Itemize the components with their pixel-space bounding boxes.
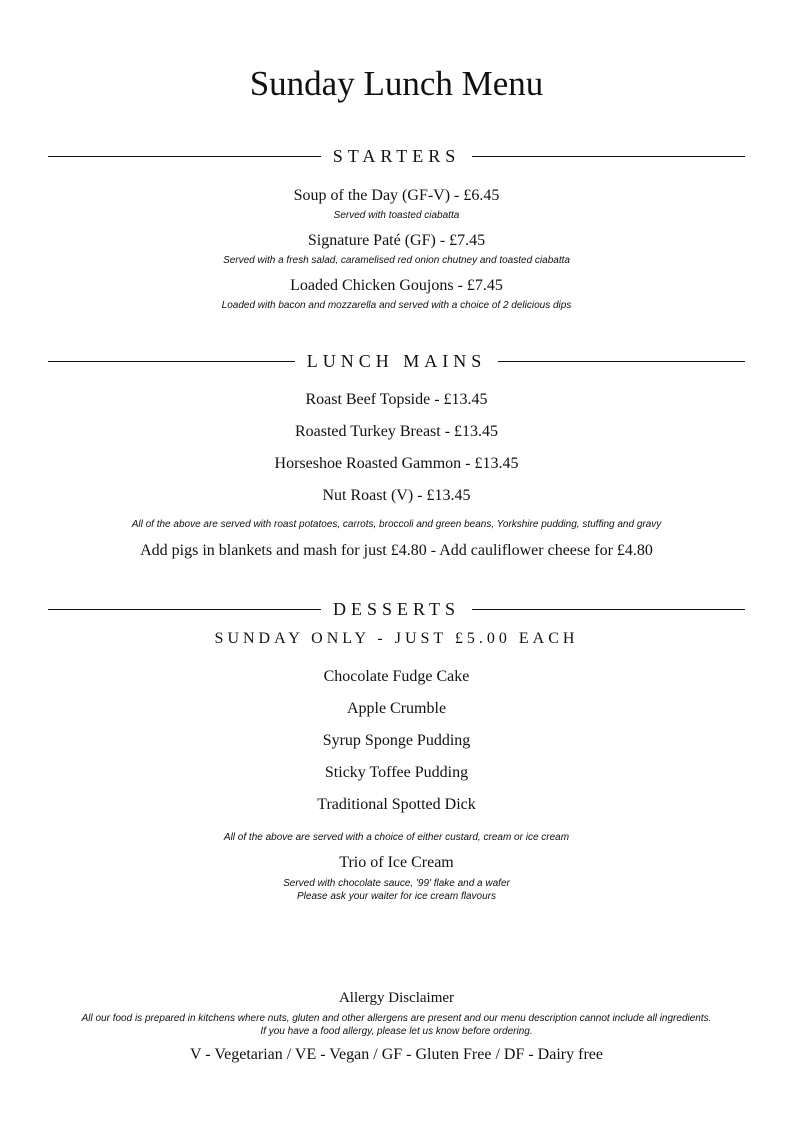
menu-item-name: Signature Paté (GF) - £7.45 <box>307 232 486 249</box>
menu-item-name: Apple Crumble <box>346 700 447 717</box>
divider-left <box>48 156 321 157</box>
divider-right <box>472 156 745 157</box>
section-title: DESSERTS <box>333 599 460 619</box>
allergy-heading: Allergy Disclaimer <box>338 990 455 1006</box>
section-header-starters <box>48 145 745 167</box>
allergy-text-line1: All our food is prepared in kitchens where nuts, gluten and other allergens are present and our menu description cannot include all ingredients. <box>81 1013 712 1024</box>
menu-item-description: Served with toasted ciabatta <box>333 210 460 221</box>
menu-item-name: Roasted Turkey Breast - £13.45 <box>294 423 499 440</box>
menu-item-name: Syrup Sponge Pudding <box>322 732 471 749</box>
divider-left <box>48 361 295 362</box>
menu-item-name: Sticky Toffee Pudding <box>324 764 469 781</box>
menu-item-description: Loaded with bacon and mozzarella and served with a choice of 2 delicious dips <box>221 300 572 311</box>
dietary-codes: V - Vegetarian / VE - Vegan / GF - Gluten Free / DF - Dairy free <box>190 1046 603 1063</box>
menu-item-description: Served with chocolate sauce, '99' flake and a wafer <box>283 878 510 889</box>
menu-item-description: Please ask your waiter for ice cream flavours <box>297 891 496 902</box>
section-header-lunch-mains <box>48 350 745 372</box>
menu-item-name: Soup of the Day (GF-V) - £6.45 <box>293 187 500 204</box>
mains-addon: Add pigs in blankets and mash for just £4.80 - Add cauliflower cheese for £4.80 <box>140 542 653 559</box>
menu-item-name: Nut Roast (V) - £13.45 <box>322 487 471 504</box>
menu-item-name: Trio of Ice Cream <box>339 854 454 871</box>
section-title: STARTERS <box>332 146 461 166</box>
menu-item-description: Served with a fresh salad, caramelised red onion chutney and toasted ciabatta <box>223 255 570 266</box>
menu-item-name: Chocolate Fudge Cake <box>323 668 470 685</box>
menu-item-name: Loaded Chicken Goujons - £7.45 <box>290 277 503 294</box>
menu-item-name: Traditional Spotted Dick <box>317 796 476 813</box>
divider-right <box>472 609 745 610</box>
divider-right <box>498 361 745 362</box>
menu-item-name: Roast Beef Topside - £13.45 <box>305 391 488 408</box>
mains-note: All of the above are served with roast potatoes, carrots, broccoli and green beans, Yorkshire pudding, stuffing and gravy <box>131 519 662 530</box>
menu-item-name: Horseshoe Roasted Gammon - £13.45 <box>274 455 519 472</box>
page-title: Sunday Lunch Menu <box>249 64 544 103</box>
section-title: LUNCH MAINS <box>306 351 487 371</box>
allergy-text-line2: If you have a food allergy, please let us know before ordering. <box>260 1026 533 1037</box>
desserts-note: All of the above are served with a choice of either custard, cream or ice cream <box>223 832 570 843</box>
section-header-desserts <box>48 598 745 620</box>
divider-left <box>48 609 321 610</box>
desserts-subheading: SUNDAY ONLY - JUST £5.00 EACH <box>214 630 579 647</box>
